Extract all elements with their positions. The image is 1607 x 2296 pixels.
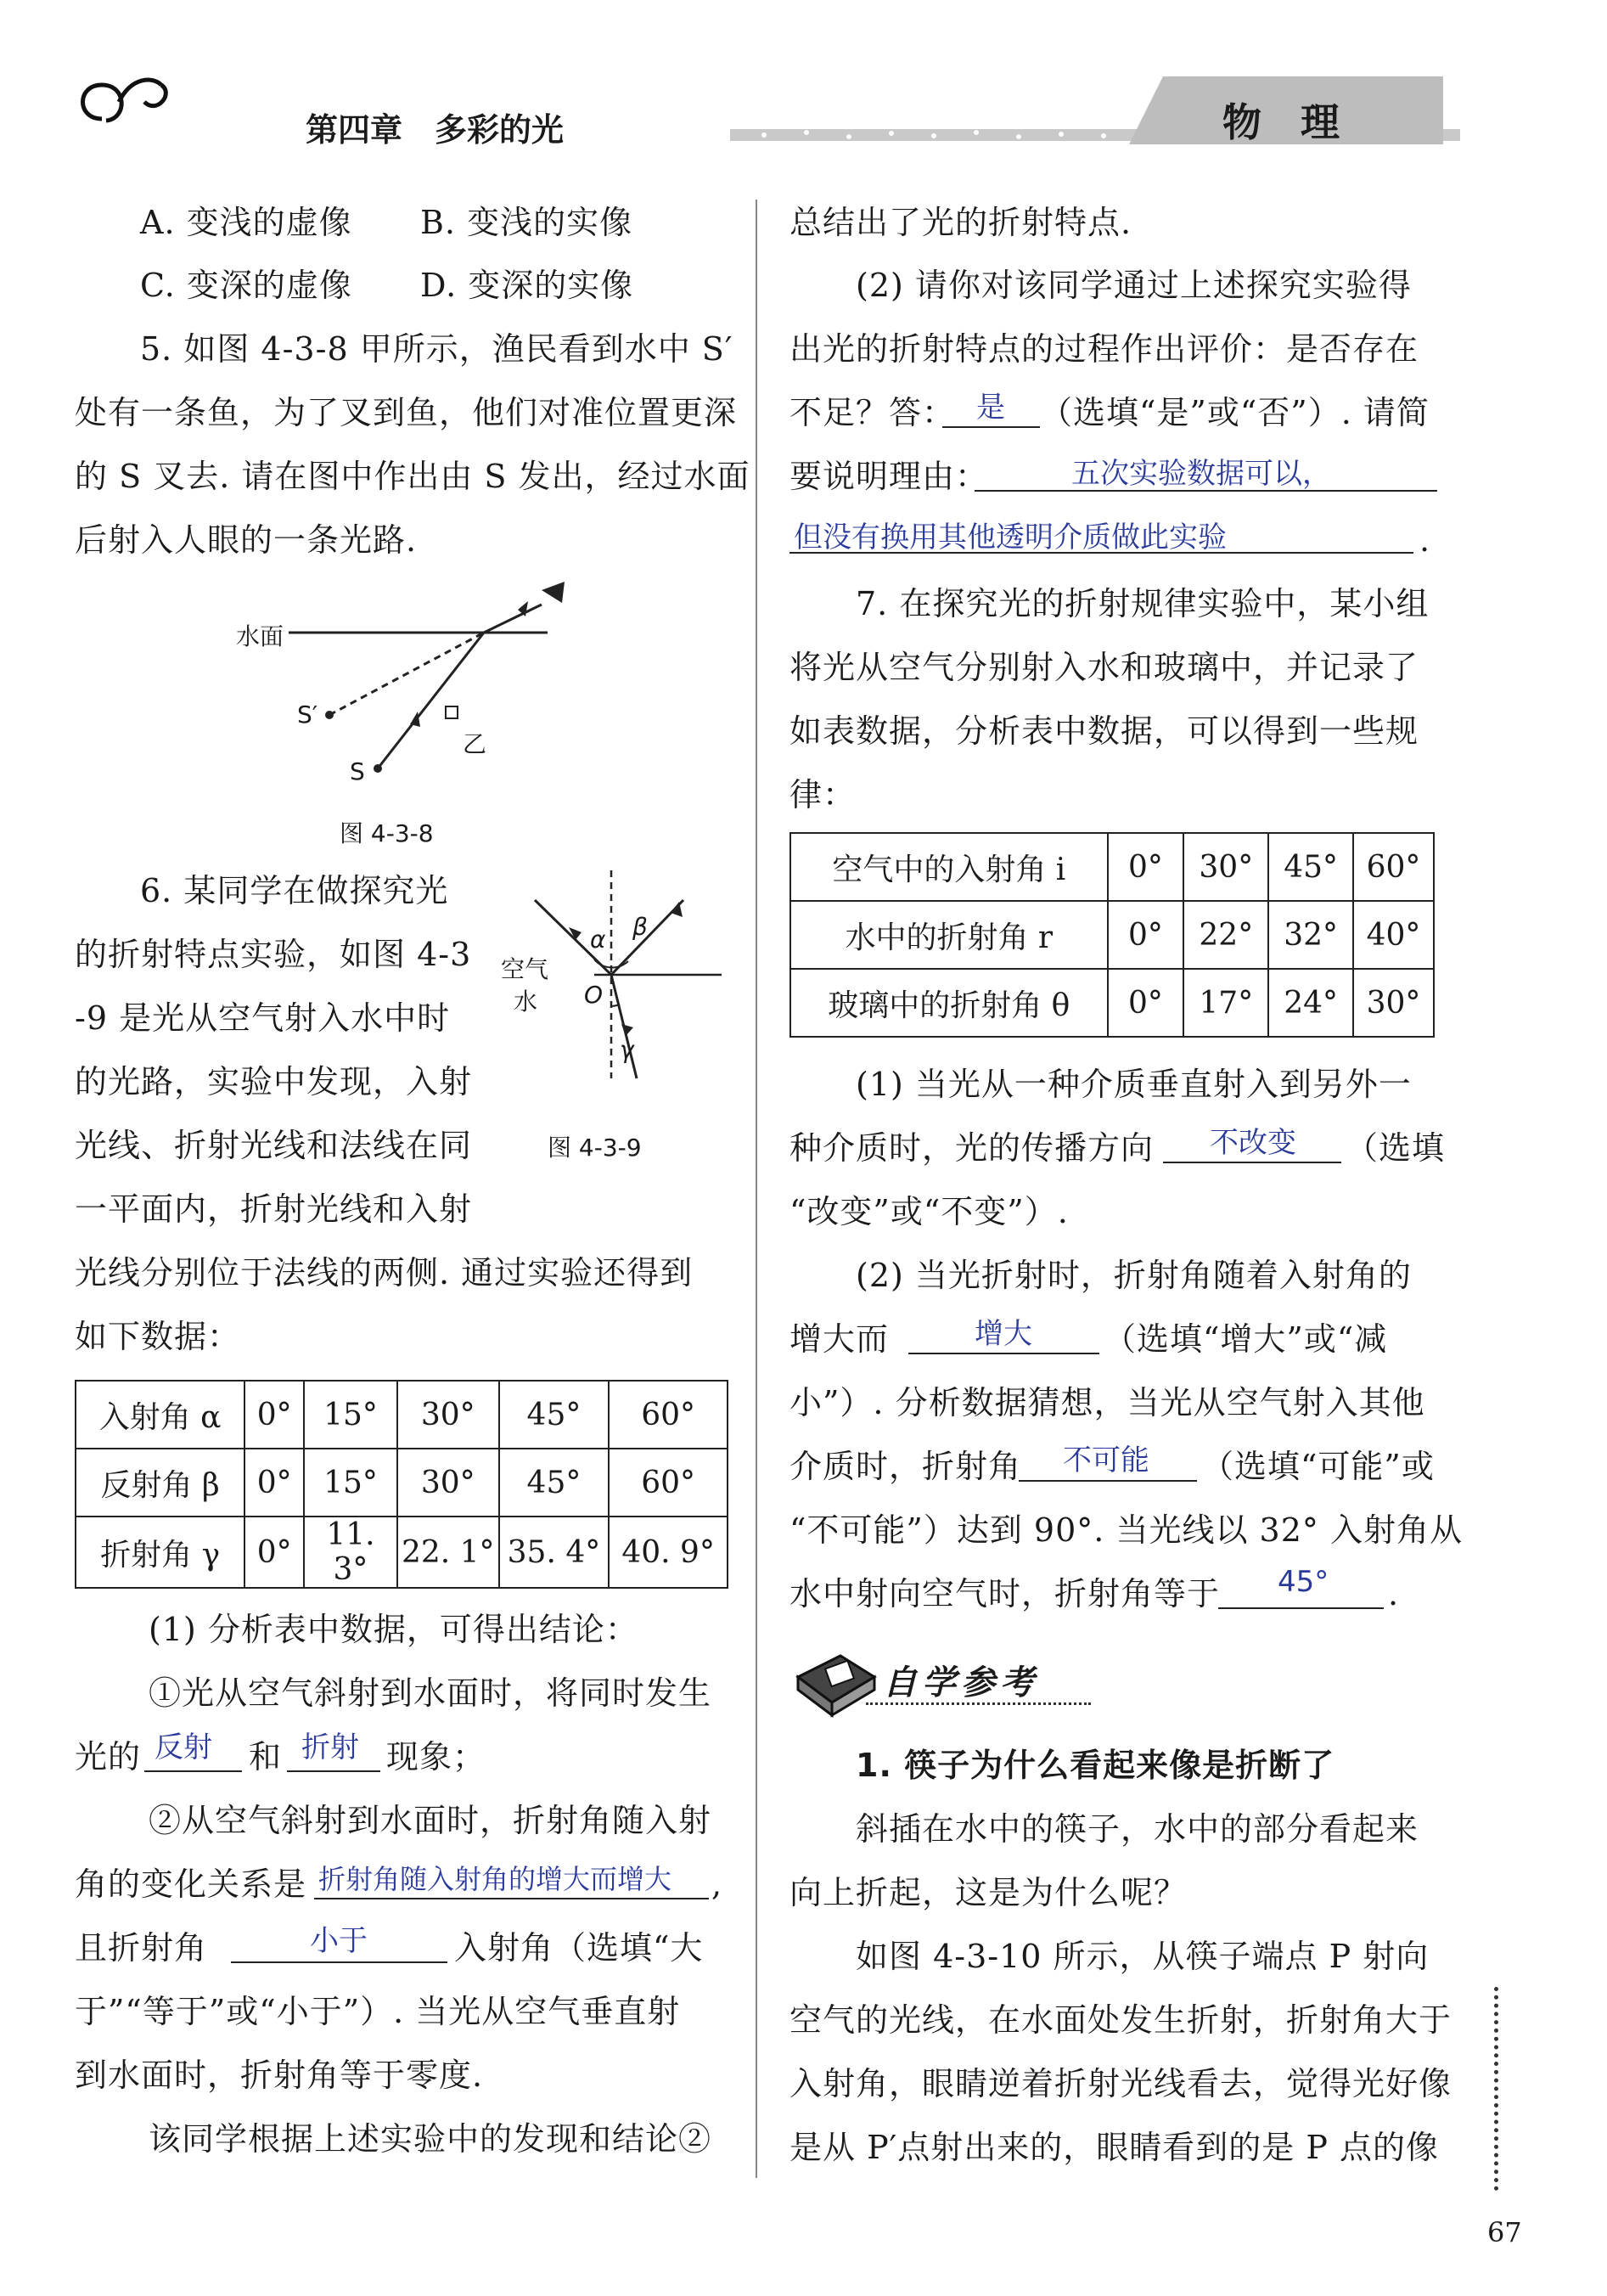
table-cell: 22°	[1183, 901, 1268, 969]
table-cell: 0°	[1108, 833, 1184, 901]
table-cell: 60°	[609, 1381, 728, 1449]
p1-line-5b: ,	[711, 1866, 723, 1903]
q7a-line-3: “改变”或“不变”）.	[789, 1193, 1069, 1230]
table-cell: 45°	[499, 1381, 610, 1449]
table-row	[790, 901, 1434, 969]
option-c: C. 变深的虚像	[140, 267, 352, 304]
answer-refract: 折射	[301, 1730, 359, 1764]
table-cell: 0°	[244, 1517, 304, 1588]
q6-line-8: 如下数据：	[75, 1318, 241, 1355]
answer-blank-refract	[287, 1770, 380, 1772]
swirl-logo-icon	[68, 68, 187, 136]
q7b-line-6b: .	[1388, 1575, 1400, 1612]
answer-impossible: 不可能	[1063, 1443, 1149, 1477]
table-cell: 30°	[1183, 833, 1268, 901]
answer-relation: 折射角随入射角的增大而增大	[318, 1863, 672, 1895]
answer-blank-increase	[908, 1353, 1099, 1354]
eye-icon	[542, 582, 565, 603]
right-data-table	[789, 832, 1435, 1038]
q6-line-2: 的折射特点实验，如图 4-3	[75, 936, 472, 973]
answer-increase: 增大	[975, 1317, 1032, 1351]
p1-line-4: ②从空气斜射到水面时，折射角随入射	[149, 1802, 712, 1839]
refraction-path-diagram	[229, 560, 586, 781]
page-number: 67	[1487, 2216, 1522, 2248]
subject-title: 物 理	[1222, 99, 1340, 145]
q5-line-2: 处有一条鱼，为了叉到鱼，他们对准位置更深	[75, 394, 738, 431]
table-cell: 17°	[1183, 969, 1268, 1037]
answer-blank-impossible	[1019, 1480, 1197, 1482]
answer-blank-45	[1218, 1607, 1384, 1609]
table-cell: 60°	[609, 1449, 728, 1517]
table-cell: 15°	[304, 1381, 397, 1449]
section-title: 自学参考	[883, 1663, 1039, 1702]
table-cell: 24°	[1268, 969, 1353, 1037]
chapter-title: 第四章 多彩的光	[306, 111, 565, 149]
table-row	[790, 969, 1434, 1037]
answer-nochange: 不改变	[1210, 1126, 1296, 1160]
answer-reason-2: 但没有换用其他透明介质做此实验	[794, 521, 1227, 554]
q7a-line-1: (1) 当光从一种介质垂直射入到另外一	[856, 1066, 1412, 1103]
table-cell: 45°	[499, 1449, 610, 1517]
q6-line-1: 6. 某同学在做探究光	[140, 872, 449, 909]
answer-reason-1: 五次实验数据可以，	[1071, 457, 1331, 491]
answer-45: 45°	[1278, 1565, 1329, 1599]
right-line-6b: .	[1419, 521, 1431, 559]
fig439-gamma-label: γ	[620, 1036, 634, 1064]
table-cell: 30°	[1353, 969, 1434, 1037]
table-cell: 40°	[1353, 901, 1434, 969]
table-cell: 15°	[304, 1449, 397, 1517]
right-line-4a: 不足？答：	[789, 394, 956, 431]
answer-yes: 是	[976, 391, 1005, 425]
q7b-line-1: (2) 当光折射时，折射角随着入射角的	[856, 1257, 1412, 1294]
table-cell: 30°	[397, 1449, 499, 1517]
q7a-line-2a: 种介质时，光的传播方向	[789, 1129, 1155, 1167]
q6-line-7: 光线分别位于法线的两侧. 通过实验还得到	[75, 1254, 694, 1292]
q7b-line-3: 小”）. 分析数据猜想，当光从空气射入其他	[789, 1384, 1425, 1421]
book-icon	[789, 1643, 883, 1719]
right-line-1: 总结出了光的折射特点.	[789, 204, 1132, 241]
p1-line-7: 于”“等于”或“小于”）. 当光从空气垂直射	[75, 1993, 681, 2030]
q7-line-4: 律：	[789, 776, 857, 813]
table-cell: 35. 4°	[499, 1517, 610, 1588]
table-cell: 0°	[1108, 969, 1184, 1037]
p1-line-2: ①光从空气斜射到水面时，将同时发生	[149, 1674, 712, 1712]
p1-line-5a: 角的变化关系是	[75, 1866, 307, 1903]
table-row	[790, 833, 1434, 901]
section-heading	[789, 1635, 1095, 1728]
fig439-caption: 图 4-3-9	[548, 1134, 642, 1162]
option-b: B. 变浅的实像	[420, 204, 633, 241]
table-cell: 入射角 α	[76, 1381, 244, 1449]
page-header	[0, 59, 1607, 161]
table-cell: 0°	[244, 1381, 304, 1449]
right-line-3: 出光的折射特点的过程作出评价：是否存在	[789, 330, 1419, 368]
fig439-o-label: O	[584, 981, 604, 1009]
fig438-s-label: S	[350, 757, 365, 785]
option-a: A. 变浅的虚像	[140, 204, 352, 241]
ref-line-3: 如图 4-3-10 所示，从筷子端点 P 射向	[856, 1938, 1430, 1975]
fig439-beta-label: β	[632, 913, 648, 941]
q7b-line-2a: 增大而	[789, 1320, 890, 1358]
q5-line-1: 5. 如图 4-3-8 甲所示，渔民看到水中 S′	[140, 330, 733, 368]
q6-line-6: 一平面内，折射光线和入射	[75, 1190, 473, 1228]
q5-line-4: 后射入人眼的一条光路.	[75, 521, 418, 559]
answer-smaller: 小于	[310, 1924, 368, 1958]
table-row	[76, 1381, 728, 1449]
table-cell: 空气中的入射角 i	[790, 833, 1108, 901]
q7a-line-2b: （选填	[1346, 1129, 1446, 1167]
fig439-water-label: 水	[514, 988, 538, 1016]
q7b-line-2b: （选填“增大”或“减	[1104, 1320, 1388, 1358]
q7b-line-4b: （选填“可能”或	[1201, 1448, 1435, 1485]
fig439-air-label: 空气	[501, 955, 549, 983]
ref-line-1: 斜插在水中的筷子，水中的部分看起来	[856, 1810, 1419, 1848]
table-cell: 折射角 γ	[76, 1517, 244, 1588]
answer-blank-reflect	[144, 1770, 242, 1772]
q7-line-2: 将光从空气分别射入水和玻璃中，并记录了	[789, 649, 1419, 686]
ref-line-4: 空气的光线，在水面处发生折射，折射角大于	[789, 2001, 1452, 2039]
answer-reflect: 反射	[155, 1730, 212, 1764]
answer-blank-smaller	[231, 1961, 447, 1963]
table-cell: 0°	[244, 1449, 304, 1517]
answer-blank-nochange	[1163, 1162, 1341, 1163]
ref-line-6: 是从 P′点射出来的，眼睛看到的是 P 点的像	[789, 2129, 1440, 2166]
q6-line-5: 光线、折射光线和法线在同	[75, 1127, 473, 1164]
q7-line-1: 7. 在探究光的折射规律实验中，某小组	[856, 585, 1430, 622]
table-cell: 30°	[397, 1381, 499, 1449]
figure-4-3-9	[501, 866, 730, 1163]
section-underline	[866, 1702, 1091, 1705]
p1-line-3c: 现象；	[386, 1738, 486, 1775]
table-cell: 40. 9°	[609, 1517, 728, 1588]
p1-line-3a: 光的	[75, 1738, 142, 1775]
answer-blank-yes	[942, 426, 1040, 428]
right-line-2: (2) 请你对该同学通过上述探究实验得	[856, 267, 1412, 304]
table-cell: 反射角 β	[76, 1449, 244, 1517]
table-cell: 0°	[1108, 901, 1184, 969]
table-cell: 60°	[1353, 833, 1434, 901]
q7b-line-6a: 水中射向空气时，折射角等于	[789, 1575, 1221, 1612]
left-data-table	[75, 1380, 728, 1589]
fig438-s-prime-label: S′	[297, 701, 318, 729]
p1-line-8: 到水面时，折射角等于零度.	[75, 2057, 484, 2094]
p1-line-1: (1) 分析表中数据，可得出结论：	[149, 1611, 638, 1648]
right-line-5a: 要说明理由：	[789, 458, 989, 495]
table-row	[76, 1449, 728, 1517]
q7-line-3: 如表数据，分析表中数据，可以得到一些规	[789, 712, 1419, 750]
ref-line-2: 向上折起，这是为什么呢？	[789, 1874, 1188, 1911]
option-d: D. 变深的实像	[420, 267, 634, 304]
table-cell: 玻璃中的折射角 θ	[790, 969, 1108, 1037]
q6-line-3: -9 是光从空气射入水中时	[75, 999, 451, 1037]
q5-line-3: 的 S 叉去. 请在图中作出由 S 发出，经过水面	[75, 458, 750, 495]
p1-line-6a: 且折射角	[75, 1929, 208, 1967]
figure-4-3-8	[229, 560, 586, 849]
side-dotted-marker	[1494, 1987, 1498, 2191]
right-line-4b: （选填“是”或“否”）. 请简	[1040, 394, 1430, 431]
table-cell: 45°	[1268, 833, 1353, 901]
fig439-alpha-label: α	[590, 926, 606, 954]
q6-line-4: 的光路，实验中发现，入射	[75, 1063, 473, 1100]
table-cell: 水中的折射角 r	[790, 901, 1108, 969]
answer-blank-relation	[314, 1898, 709, 1899]
ref-line-5: 入射角，眼睛逆着折射光线看去，觉得光好像	[789, 2065, 1452, 2102]
table-row	[76, 1517, 728, 1588]
table-cell: 11. 3°	[304, 1517, 397, 1588]
q7b-line-5: “不可能”）达到 90°. 当光线以 32° 入射角从	[789, 1511, 1463, 1549]
table-cell: 32°	[1268, 901, 1353, 969]
q7b-line-4a: 介质时，折射角	[789, 1448, 1022, 1485]
p1-line-6b: 入射角（选填“大	[454, 1929, 704, 1967]
ref-title: 1. 筷子为什么看起来像是折断了	[856, 1747, 1335, 1784]
p1-line-9: 该同学根据上述实验中的发现和结论②	[149, 2120, 712, 2158]
fig438-yi-label: 乙	[463, 730, 487, 758]
fig438-caption: 图 4-3-8	[340, 819, 434, 847]
p1-line-3b: 和	[249, 1738, 283, 1775]
table-cell: 22. 1°	[397, 1517, 499, 1588]
column-divider	[756, 200, 757, 2178]
fig438-water-label: 水面	[236, 622, 284, 650]
